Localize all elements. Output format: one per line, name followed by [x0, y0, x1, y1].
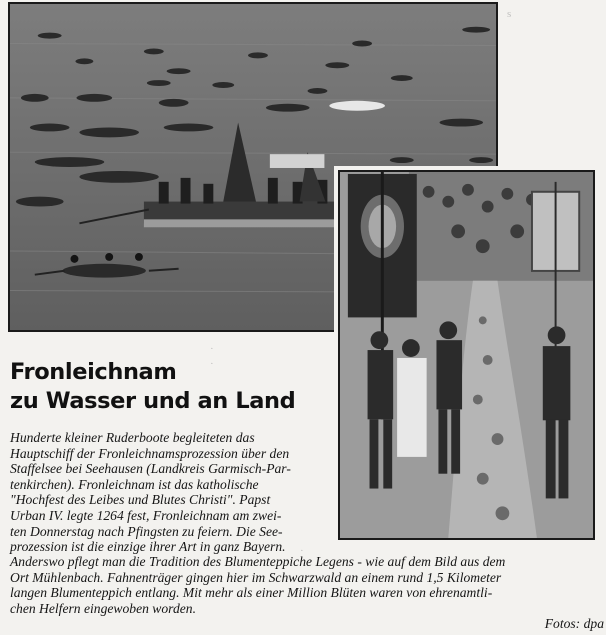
caption-line-text: chen Helfern eingewoben worden. — [10, 600, 196, 616]
caption-line: tenkirchen). Fronleichnam ist das katholische — [10, 476, 259, 492]
procession-photo-caption — [10, 554, 604, 632]
lake-photo-caption — [10, 430, 340, 555]
bleed-through-text: s — [507, 8, 512, 20]
bleed-through-text: · — [210, 358, 214, 370]
caption-line: "Hochfest des Leibes und Blutes Christi". Papst — [10, 492, 271, 508]
caption-line: Staffelsee bei Seehausen (Landkreis Garmisch-Par- — [10, 461, 291, 477]
caption-line: prozession ist die einzige ihrer Art in ganz Bayern. — [10, 539, 286, 555]
caption-line: ten Donnerstag nach Pfingsten zu feiern. Die See- — [10, 523, 283, 539]
caption-line: Ort Mühlenbach. Fahnenträger gingen hier im Schwarzwald an einem rund 1,5 Kilometer — [10, 569, 502, 585]
headline-line: Fronleichnam — [10, 359, 177, 385]
bleed-through-text: · — [300, 545, 304, 557]
caption-line: Hunderte kleiner Ruderboote begleiteten das — [10, 430, 255, 445]
caption-line: langen Blumenteppich entlang. Mit mehr als einer Million Blüten waren von ehrenamtli- — [10, 585, 493, 601]
caption-line — [10, 600, 604, 632]
caption-line: Anderswo pflegt man die Tradition des Blumenteppiche Legens - wie auf dem Bild aus dem — [10, 554, 506, 569]
article-headline — [10, 358, 330, 416]
flower-carpet-procession-photo — [338, 170, 595, 540]
photo-credit: Fotos: dpa — [544, 616, 604, 632]
caption-line: Hauptschiff der Fronleichnamsprozession über den — [10, 445, 290, 461]
caption-line: Urban IV. legte 1264 fest, Fronleichnam am zwei- — [10, 507, 282, 523]
bleed-through-text: · — [210, 343, 214, 355]
headline-line: zu Wasser und an Land — [10, 388, 296, 414]
